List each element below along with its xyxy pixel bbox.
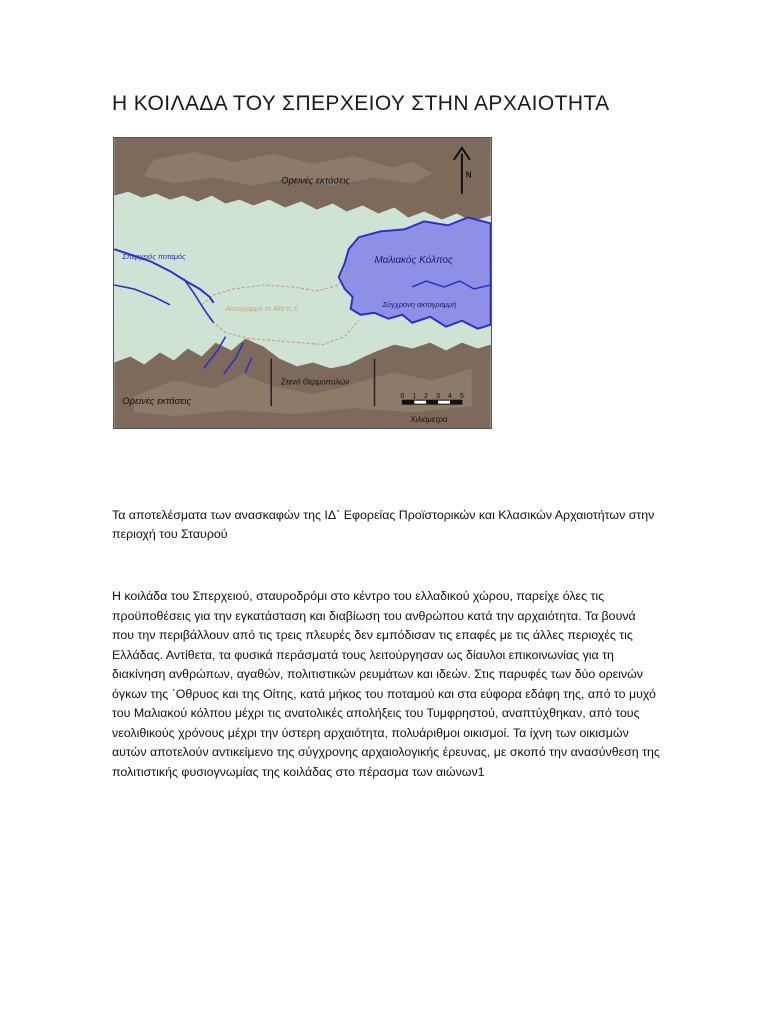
document-subtitle: Τα αποτελέσματα των ανασκαφών της ΙΔ΄ Εφορείας Προϊστορικών και Κλασικών Αρχαιοτήτων στην περιοχή του Σταυρού [112, 508, 655, 541]
north-label: N [465, 170, 472, 180]
label-mountains-north: Ορεινές εκτάσεις [281, 174, 351, 186]
scale-tick-label: 5 [459, 393, 464, 401]
valley-map [113, 137, 492, 429]
scale-tick-label: 3 [436, 393, 440, 401]
scale-unit: Χιλιόμετρα [410, 415, 448, 425]
scale-tick-label: 2 [424, 393, 429, 401]
document-body: Η κοιλάδα του Σπερχειού, σταυροδρόμι στο κέντρο του ελλαδικού χώρου, παρείχε όλες τις προϋποθέσεις για την εγκατάσταση και διαβίωση του ανθρώπου κατά την αρχαιότητα. Τα βουνά που την περιβάλλουν από τις τρεις πλευρές δεν εμπόδισαν τις επαφές με τις άλλες περιοχές τις Ελλάδας. Αντίθετα, τα φυσικά περάσματά τους λειτούργησαν ως δίαυλοι επικοινωνίας για τη διακίνηση ανθρώπων, αγαθών, πολιτιστικών ρευμάτων και ιδεών. Στις παρυφές των δύο ορεινών όγκων της ΄Οθρυος και της Οίτης, κατά μήκος του ποταμού και στα εύφορα εδάφη της, από το μυχό του Μαλιακού κόλπου μέχρι τις ανατολικές απολήξεις του Τυμφρηστού, αναπτύχθηκαν, από τους νεολιθικούς χρόνους μέχρι την ύστερη αρχαιότητα, πολυάριθμοι οικισμοί. Τα ίχνη των οικισμών αυτών αποτελούν αντικείμενο της σύγχρονης αρχαιολογικής έρευνας, με σκοπό την ανασύνθεση της πολιτιστικής φυσιογνωμίας της κοιλάδας στο πέρασμα των αιώνων1 [112, 589, 660, 779]
page-title: Η ΚΟΙΛΑΔΑ ΤΟΥ ΣΠΕΡΧΕΙΟΥ ΣΤΗΝ ΑΡΧΑΙΟΤΗΤΑ [112, 92, 610, 115]
scale-bar [402, 400, 462, 404]
label-ancient-coast: Ακτογραμμή το 480 π.Χ. [225, 305, 300, 313]
label-pass: Στενό Θερμοπυλών [281, 377, 350, 387]
label-river: Σπερχειός ποταμός [122, 252, 186, 262]
label-modern-coast: Σύγχρονη ακτογραμμή [382, 299, 457, 309]
scale-tick-label: 1 [412, 393, 417, 401]
scale-tick-label: 0 [400, 393, 405, 401]
scale-tick-label: 4 [447, 393, 452, 401]
label-mountains-south: Ορεινές εκτάσεις [122, 395, 192, 407]
label-gulf: Μαλιακός Κόλπος [374, 255, 453, 267]
